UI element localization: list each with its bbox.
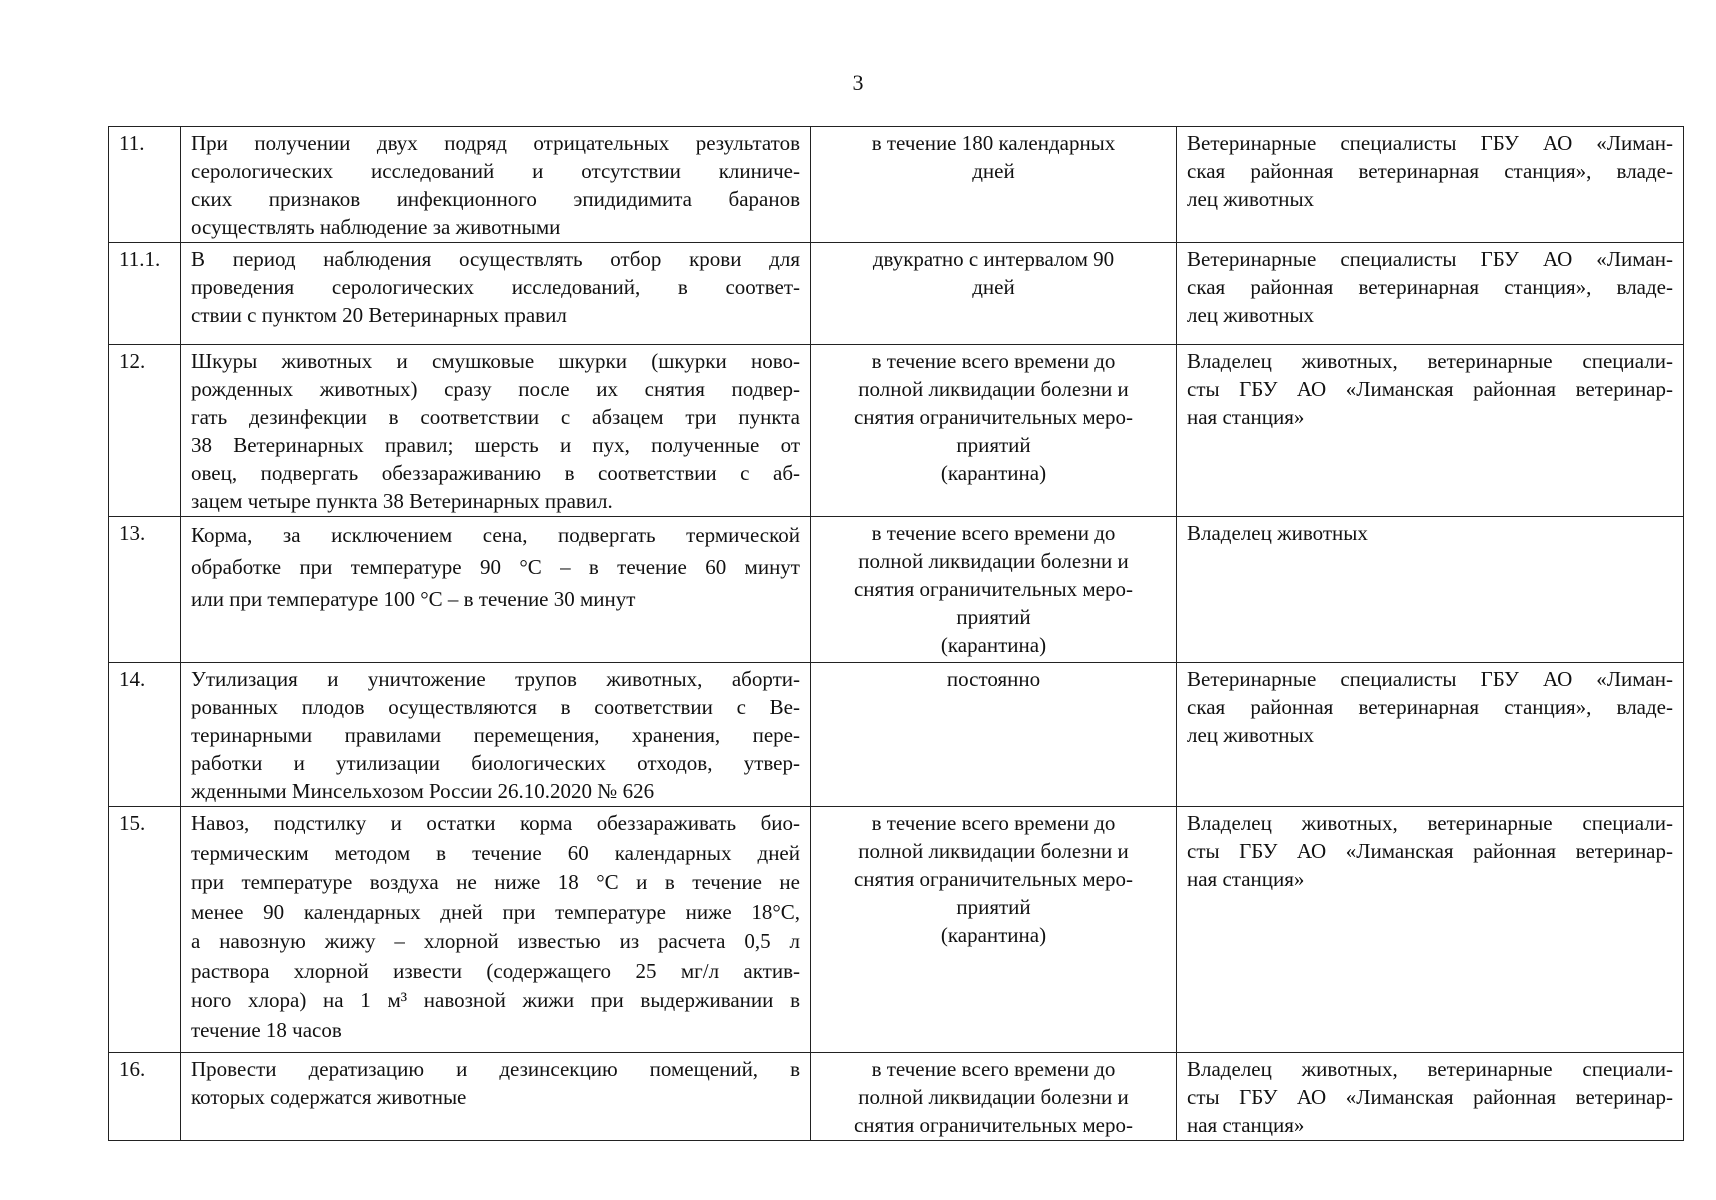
text-line: менее 90 календарных дней при температуре ниже 18°С, [191,899,800,924]
measure-text [181,517,811,663]
text-line: термическим методом в течение 60 календарных дней [191,840,800,865]
text-line: ская районная ветеринарная станция», владе- [1187,695,1673,719]
text-line: обработке при температуре 90 °С – в течение 60 минут [191,555,800,579]
text-line: Ветеринарные специалисты ГБУ АО «Лиман- [1187,667,1673,691]
text-line: ная станция» [1187,867,1305,891]
text-line: приятий [956,433,1031,457]
measure-term [811,243,1177,345]
measures-table [108,126,1684,1141]
text-line: проведения серологических исследований, в соответ- [191,275,800,299]
text-line: серологических исследований и отсутствии клиниче- [191,159,800,183]
text-line: дней [972,275,1015,299]
text-line: Владелец животных, ветеринарные специали- [1187,1057,1673,1081]
text-line: ная станция» [1187,1113,1305,1137]
text-line: сты ГБУ АО «Лиманская районная ветеринар- [1187,377,1673,401]
text-line: ная станция» [1187,405,1305,429]
measure-text [181,807,811,1053]
text-line: работки и утилизации биологических отходов, утвер- [191,751,800,775]
row-number: 15. [109,807,181,1053]
text-line: в течение всего времени до [871,811,1116,835]
text-line: теринарными правилами перемещения, хранения, пере- [191,723,800,747]
text-line: гать дезинфекции в соответствии с абзацем три пункта [191,405,800,429]
table-row [109,127,1684,243]
text-line: осуществлять наблюдение за животными [191,215,561,239]
text-line: течение 18 часов [191,1017,342,1042]
text-line: Владелец животных, ветеринарные специали- [1187,349,1673,373]
row-number: 16. [109,1053,181,1141]
measure-responsible [1177,517,1684,663]
text-line: ствии с пунктом 20 Ветеринарных правил [191,303,567,327]
table-row [109,663,1684,807]
table-body [109,127,1684,1141]
measure-text [181,663,811,807]
text-line: жденными Минсельхозом России 26.10.2020 № 626 [191,779,655,803]
text-line: снятия ограничительных меро- [853,867,1133,891]
text-line: в течение всего времени до [871,1057,1116,1081]
text-line: Провести дератизацию и дезинсекцию помещений, в [191,1057,800,1081]
measure-text [181,127,811,243]
text-line: снятия ограничительных меро- [853,577,1133,601]
text-line: в течение всего времени до [871,521,1116,545]
row-number: 11.1. [109,243,181,345]
text-line: В период наблюдения осуществлять отбор крови для [191,247,800,271]
text-line: рованных плодов осуществляются в соответствии с Ве- [191,695,800,719]
text-line: в течение 180 календарных [871,131,1116,155]
text-line: приятий [956,605,1031,629]
text-line: при температуре воздуха не ниже 18 °С и в течение не [191,870,800,894]
text-line: приятий [956,895,1031,919]
measure-text [181,243,811,345]
measure-term [811,345,1177,517]
measure-term [811,663,1177,807]
measure-term [811,517,1177,663]
text-line: сты ГБУ АО «Лиманская районная ветеринар- [1187,839,1673,863]
row-number: 12. [109,345,181,517]
text-line: Навоз, подстилку и остатки корма обеззараживать био- [191,811,800,835]
text-line: Шкуры животных и смушковые шкурки (шкурки ново- [191,349,800,373]
text-line: ская районная ветеринарная станция», владе- [1187,275,1673,299]
measure-term [811,1053,1177,1141]
text-line: (карантина) [940,633,1047,657]
measure-responsible [1177,807,1684,1053]
text-line: ских признаков инфекционного эпидидимита баранов [191,187,800,211]
text-line: ного хлора) на 1 м³ навозной жижи при выдерживании в [191,988,800,1012]
row-number: 14. [109,663,181,807]
measure-responsible [1177,345,1684,517]
row-number: 13. [109,517,181,663]
measure-responsible [1177,663,1684,807]
text-line: Ветеринарные специалисты ГБУ АО «Лиман- [1187,247,1673,271]
text-line: Корма, за исключением сена, подвергать термической [191,523,800,547]
text-line: лец животных [1187,303,1315,327]
table-row [109,517,1684,663]
text-line: Утилизация и уничтожение трупов животных, аборти- [191,667,800,691]
table-row [109,1053,1684,1141]
measure-responsible [1177,243,1684,345]
measure-term [811,807,1177,1053]
table-row [109,807,1684,1053]
text-line: 38 Ветеринарных правил; шерсть и пух, полученные от [191,433,800,457]
measure-text [181,1053,811,1141]
table-row [109,243,1684,345]
row-number: 11. [109,127,181,243]
text-line: сты ГБУ АО «Лиманская районная ветеринар- [1187,1085,1673,1109]
text-line: При получении двух подряд отрицательных результатов [191,131,800,155]
page-number: 3 [852,70,864,95]
text-line: или при температуре 100 °С – в течение 30 минут [191,587,636,611]
text-line: лец животных [1187,187,1315,211]
text-line: (карантина) [940,461,1047,485]
measure-responsible [1177,1053,1684,1141]
text-line: двукратно с интервалом 90 [872,247,1115,271]
text-line: полной ликвидации болезни и [858,377,1129,401]
text-line: полной ликвидации болезни и [858,549,1129,573]
measure-responsible [1177,127,1684,243]
text-line: полной ликвидации болезни и [858,839,1129,863]
text-line: постоянно [946,667,1041,691]
text-line: овец, подвергать обеззараживанию в соответствии с аб- [191,461,800,485]
text-line: в течение всего времени до [871,349,1116,373]
text-line: снятия ограничительных меро- [853,405,1133,429]
measure-term [811,127,1177,243]
text-line: которых содержатся животные [191,1085,467,1109]
text-line: раствора хлорной извести (содержащего 25 мг/л актив- [191,958,800,983]
text-line: (карантина) [940,923,1047,947]
text-line: Владелец животных, ветеринарные специали- [1187,811,1673,835]
text-line: рожденных животных) сразу после их снятия подвер- [191,377,800,401]
text-line: полной ликвидации болезни и [858,1085,1129,1109]
text-line: снятия ограничительных меро- [853,1113,1133,1137]
text-line: Владелец животных [1187,521,1368,545]
text-line: а навозную жижу – хлорной известью из расчета 0,5 л [191,929,800,953]
text-line: Ветеринарные специалисты ГБУ АО «Лиман- [1187,131,1673,155]
table-row [109,345,1684,517]
text-line: ская районная ветеринарная станция», владе- [1187,159,1673,183]
text-line: зацем четыре пункта 38 Ветеринарных правил. [191,489,613,513]
text-line: лец животных [1187,723,1315,747]
measure-text [181,345,811,517]
text-line: дней [972,159,1015,183]
